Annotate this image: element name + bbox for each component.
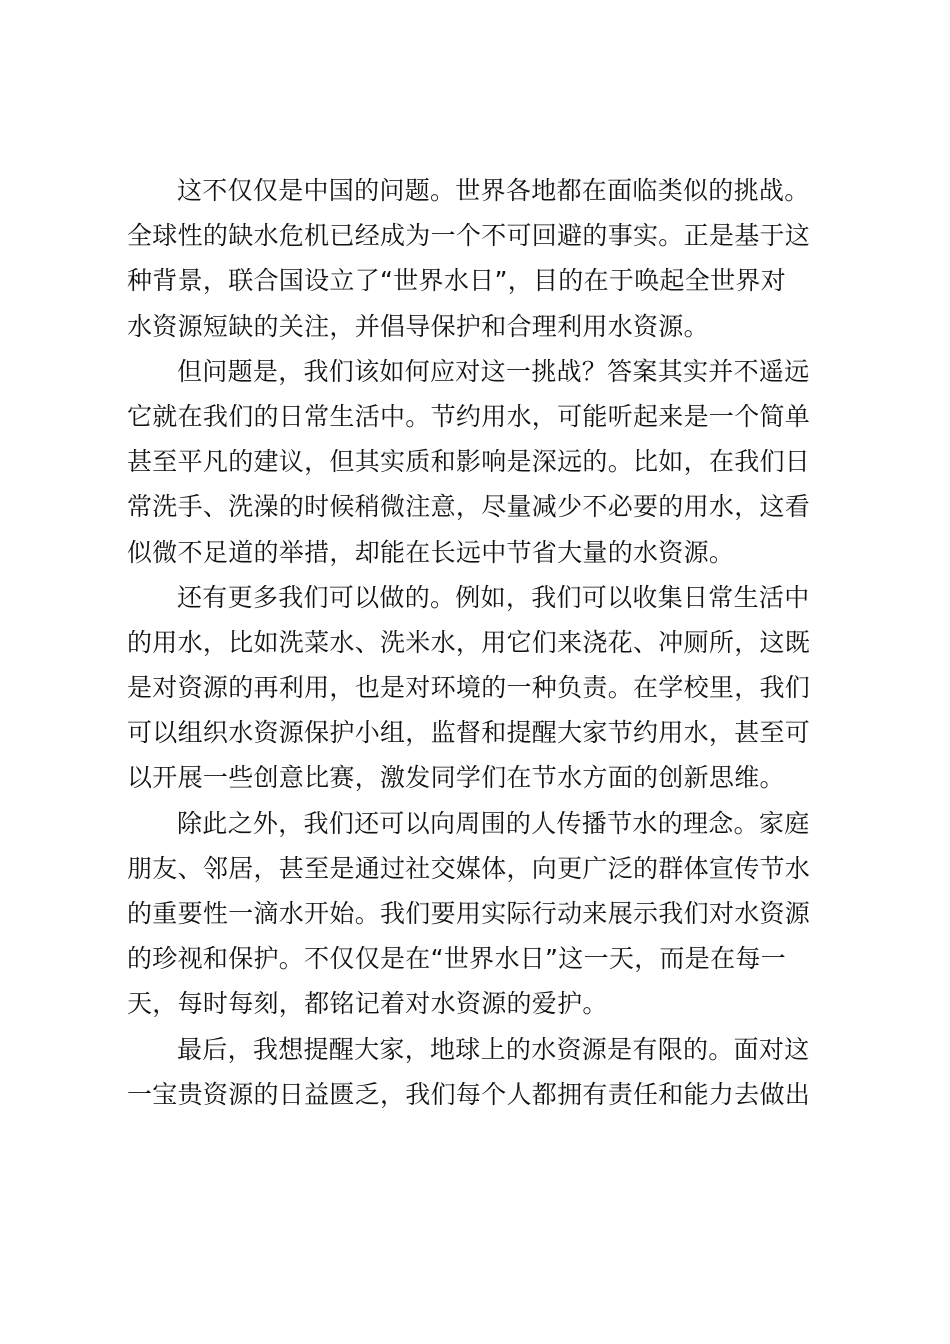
paragraph-line: 还有更多我们可以做的。例如，我们可以收集日常生活中 <box>177 582 810 612</box>
paragraph-line: 除此之外，我们还可以向周围的人传播节水的理念。家庭 <box>177 808 810 838</box>
paragraph-line: 的用水，比如洗菜水、洗米水，用它们来浇花、冲厕所，这既 <box>127 627 811 657</box>
body-text <box>127 168 833 1117</box>
paragraph-line: 种背景，联合国设立了“世界水日”，目的在于唤起全世界对 <box>127 266 787 296</box>
paragraph-line: 甚至平凡的建议，但其实质和影响是深远的。比如，在我们日 <box>127 447 811 477</box>
paragraph-line: 朋友、邻居，甚至是通过社交媒体，向更广泛的群体宣传节水 <box>127 853 811 883</box>
paragraph-line: 这不仅仅是中国的问题。世界各地都在面临类似的挑战。 <box>177 176 810 205</box>
paragraph-line: 一宝贵资源的日益匮乏，我们每个人都拥有责任和能力去做出 <box>127 1079 811 1109</box>
paragraph-line: 最后，我想提醒大家，地球上的水资源是有限的。面对这 <box>177 1034 810 1064</box>
paragraph-line: 全球性的缺水危机已经成为一个不可回避的事实。正是基于这 <box>127 221 811 251</box>
paragraph-line: 它就在我们的日常生活中。节约用水，可能听起来是一个简单 <box>127 401 811 431</box>
paragraph-line: 的珍视和保护。不仅仅是在“世界水日”这一天，而是在每一 <box>127 944 787 974</box>
paragraph-line: 但问题是，我们该如何应对这一挑战？答案其实并不遥远 <box>177 356 810 386</box>
paragraph-line: 可以组织水资源保护小组，监督和提醒大家节约用水，甚至可 <box>127 718 811 748</box>
paragraph-line: 以开展一些创意比赛，激发同学们在节水方面的创新思维。 <box>127 763 785 793</box>
paragraph-line: 的重要性一滴水开始。我们要用实际行动来展示我们对水资源 <box>127 899 811 928</box>
paragraph-line: 天，每时每刻，都铭记着对水资源的爱护。 <box>127 989 608 1019</box>
paragraph-line: 常洗手、洗澡的时候稍微注意，尽量减少不必要的用水，这看 <box>127 492 811 522</box>
paragraph-line: 似微不足道的举措，却能在长远中节省大量的水资源。 <box>127 537 735 567</box>
paragraph-line: 是对资源的再利用，也是对环境的一种负责。在学校里，我们 <box>127 673 811 703</box>
paragraph-line: 水资源短缺的关注，并倡导保护和合理利用水资源。 <box>127 311 709 341</box>
